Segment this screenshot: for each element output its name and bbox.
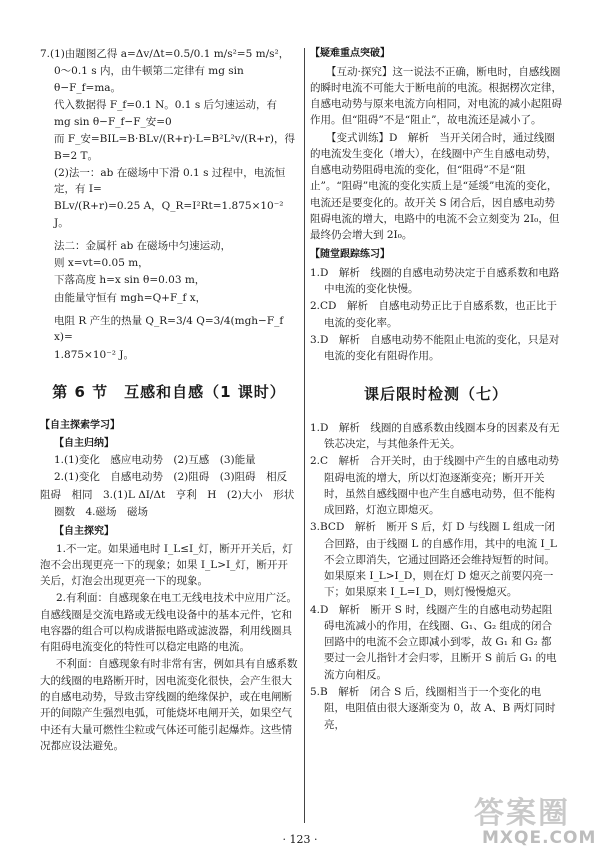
followup-answer: 1.D 解析 线圈的自感电动势决定于自感系数和电路中电流的变化快慢。 [310,266,560,296]
right-column [310,46,562,734]
column-divider [304,48,305,823]
page-number: · 123 · [282,833,318,846]
summary-line: 圈数 4.磁场 磁场 [54,505,149,518]
q7-solution [40,46,298,363]
summary-line: 1.(1)变化 感应电动势 (2)互感 (3)能量 [54,454,256,467]
inquiry-paragraph: 1.不一定。如果通电时 I_L≤I_灯，断开开关后，灯泡不会出现更亮一下的现象；如果 I_L>I_灯，断开开关后，灯泡会出现更亮一下的现象。 [40,542,293,588]
followup-answer: 3.D 解析 自感电动势不能阻止电流的变化，只是对电流的变化有阻碍作用。 [310,333,560,363]
followup-answer: 2.CD 解析 自感电动势正比于自感系数，也正比于电流的变化率。 [310,300,557,329]
summary-line: 阻碍 相同 3.(1)L ΔI/Δt 亨利 H (2)大小 形状 [40,488,295,501]
watermark-logo [468,788,598,852]
q7-line: 0～0.1 s 内，由牛顿第二定律有 mg sin θ−F_f=ma。 [54,65,244,94]
q7-line: 代入数据得 F_f=0.1 N。0.1 s 后匀速运动，有 [54,98,278,111]
section-label-explore: 【自主探索学习】 [40,420,120,432]
subsection-label-summary: 【自主归纳】 [54,437,114,449]
section-label-breakthrough: 【疑难重点突破】 [310,48,390,59]
q7-line: 法二：金属杆 ab 在磁场中匀速运动， [54,239,232,252]
after-class-answer: 4.D 解析 断开 S 时，线圈产生的自感电动势起阻碍电流减小的作用，在线圈、G₁、G₂ 组成的闭合回路中的电流不会立即减小到零，故 G₁ 和 G₂ 都要过一会儿指针才会归零，且断开 S 前后 G₁ 的电流方向相反。 [310,603,557,681]
q7-line: BLv/(R+r)=0.25 A，Q_R=I²Rt=1.875×10⁻² J。 [54,200,284,229]
q7-line: 而 F_安=BIL=B·BLv/(R+r)·L=B²L²v/(R+r)，得 B=2 T。 [54,133,296,162]
watermark-text: 答案圈 [474,796,570,831]
q7-line: 1.875×10⁻² J。 [54,348,135,361]
q7-line: 电阻 R 产生的热量 Q_R=3/4 Q=3/4(mgh−F_f x)= [54,314,284,344]
subsection-label-inquiry: 【自主探究】 [54,526,114,538]
summary-line: 2.(1)变化 自感电动势 (2)阻碍 (3)阻碍 相反 [54,471,288,484]
left-column [40,46,298,755]
interact-paragraph: 【互动·探究】这一说法不正确，断电时，自感线圈的瞬时电流不可能大于断电前的电流。根据楞次定律，自感电动势与原来电流方向相同，对电流的减小起阻碍作用。但“阻碍”不是“阻止”，故电流还是减小了。 [310,65,562,127]
after-class-answer: 2.C 解析 合开关时，由于线圈中产生的自感电动势阻碍电流的增大，所以灯泡逐渐变亮；断开开关时，虽然自感线圈中也产生自感电动势，但不能构成回路，灯泡立即熄灭。 [310,455,560,517]
section-title: 第 6 节 互感和自感（1 课时） [52,382,286,401]
q7-line: 下落高度 h=x sin θ=0.03 m， [54,274,206,287]
section-label-followup: 【随堂跟踪练习】 [310,249,390,261]
after-class-answer: 1.D 解析 线圈的自感系数由线圈本身的因素及有无铁芯决定，与其他条件无关。 [310,421,560,451]
watermark-url: MXQE.COM [482,828,597,848]
after-class-answer: 3.BCD 解析 断开 S 后，灯 D 与线圈 L 组成一闭合回路，由于线圈 L 的自感作用，其中的电流 I_L 不会立即消失，它通过回路还会维持短暂的时间。如果原来 I_L>I_D，则在灯 D 熄灭之前要闪亮一下；如果原来 I_L=I_D，则灯慢慢熄灭。 [310,521,557,599]
q7-line: (2)法一：ab 在磁场中下滑 0.1 s 过程中，电流恒定，有 I= [54,166,286,196]
inquiry-paragraph: 2.有利面：自感现象在电工无线电技术中应用广泛。自感线圈是交流电路或无线电设备中的基本元件，它和电容器的组合可以构成谐振电路或滤波器，利用线圈具有阻碍电流变化的特性可以稳定电路的电流。 [40,592,298,654]
q7-line: 由能量守恒有 mgh=Q+F_f x， [54,291,207,304]
q7-line: mg sin θ−F_f−F_安=0 [54,116,172,129]
variant-paragraph: 【变式训练】D 解析 当开关闭合时，通过线圈的电流发生变化（增大），在线圈中产生自感电动势，自感电动势阻碍电流的变化，但“阻碍”不是“阻止”。“阻碍”电流的变化实质上是“延缓”电流的变化，电流还是要变化的。故开关 S 闭合后，因自感电动势阻碍电流的增大，电路中的电流不会立刻变为 2I₀，但最终仍会增大到 2I₀。 [310,131,560,242]
q7-line: 则 x=vt=0.05 m， [54,257,149,270]
section-title-after-class: 课后限时检测（七） [363,384,508,403]
inquiry-paragraph: 不利面：自感现象有时非常有害，例如具有自感系数大的线圈的电路断开时，因电流变化很快，会产生很大的自感电动势，导致击穿线圈的绝缘保护，或在电闸断开的间隙产生强烈电弧，可能烧坏电闸开关，如果空气中还有大量可燃性尘粒或气体还可能引起爆炸。这些情况都应设法避免。 [40,658,298,752]
q7-line: 7.(1)由题图乙得 a=Δv/Δt=0.5/0.1 m/s²=5 m/s²， [40,48,290,60]
after-class-answer: 5.B 解析 闭合 S 后，线圈相当于一个变化的电阻，电阻值由很大逐渐变为 0，故 A、B 两灯同时亮， [310,686,556,731]
